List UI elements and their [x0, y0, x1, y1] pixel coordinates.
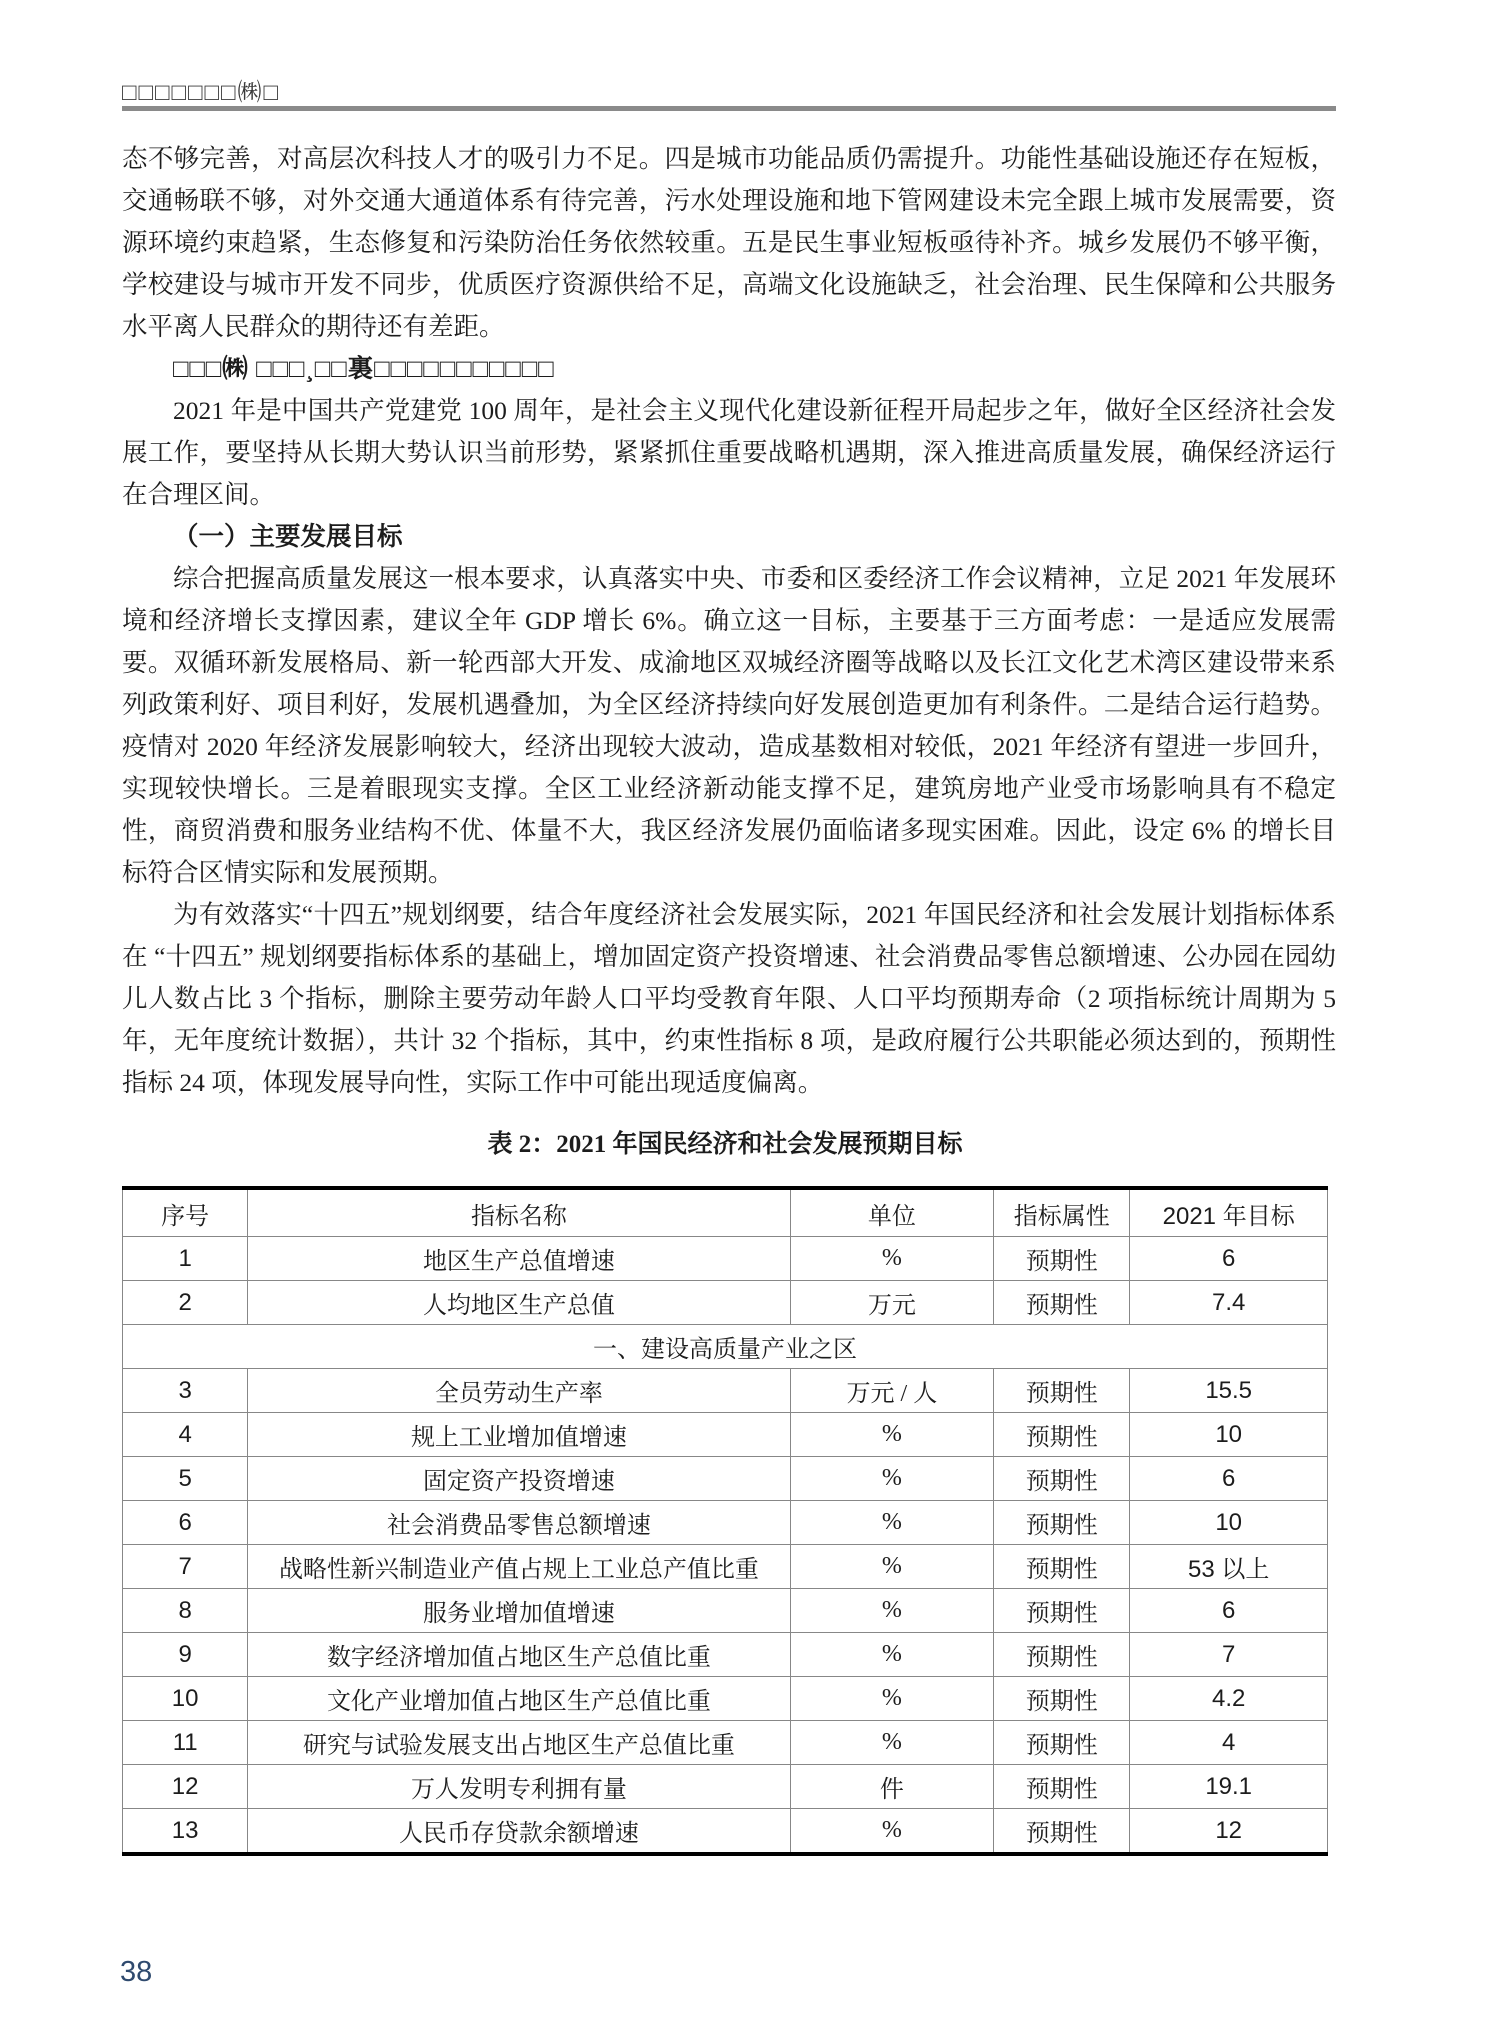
cell-no: 8 — [123, 1589, 248, 1633]
cell-unit: % — [790, 1721, 994, 1765]
col-header-unit: 单位 — [790, 1188, 994, 1237]
cell-unit: % — [790, 1545, 994, 1589]
document-body — [122, 138, 1336, 1104]
cell-target: 15.5 — [1130, 1369, 1328, 1413]
col-header-name: 指标名称 — [248, 1188, 790, 1237]
table-row — [123, 1721, 1328, 1765]
cell-no: 3 — [123, 1369, 248, 1413]
cell-no: 4 — [123, 1413, 248, 1457]
table-row — [123, 1633, 1328, 1677]
cell-unit: % — [790, 1809, 994, 1855]
cell-unit: % — [790, 1501, 994, 1545]
cell-no: 10 — [123, 1677, 248, 1721]
cell-target: 19.1 — [1130, 1765, 1328, 1809]
cell-name: 万人发明专利拥有量 — [248, 1765, 790, 1809]
cell-unit: 万元 / 人 — [790, 1369, 994, 1413]
paragraph-1: 态不够完善，对高层次科技人才的吸引力不足。四是城市功能品质仍需提升。功能性基础设施还存在短板，交通畅联不够，对外交通大通道体系有待完善，污水处理设施和地下管网建设未完全跟上城市发展需要，资源环境约束趋紧，生态修复和污染防治任务依然较重。五是民生事业短板亟待补齐。城乡发展仍不够平衡，学校建设与城市开发不同步，优质医疗资源供给不足，高端文化设施缺乏，社会治理、民生保障和公共服务水平离人民群众的期待还有差距。 — [122, 144, 1336, 341]
targets-table — [122, 1186, 1328, 1856]
cell-attr: 预期性 — [994, 1633, 1130, 1677]
cell-target: 7.4 — [1130, 1281, 1328, 1325]
cell-attr: 预期性 — [994, 1809, 1130, 1855]
cell-no: 2 — [123, 1281, 248, 1325]
table-row — [123, 1589, 1328, 1633]
cell-name: 固定资产投资增速 — [248, 1457, 790, 1501]
cell-name: 地区生产总值增速 — [248, 1237, 790, 1281]
subsection-heading: （一）主要发展目标 — [173, 522, 403, 551]
table-row — [123, 1281, 1328, 1325]
cell-name: 规上工业增加值增速 — [248, 1413, 790, 1457]
paragraph-2: 2021 年是中国共产党建党 100 周年，是社会主义现代化建设新征程开局起步之年，做好全区经济社会发展工作，要坚持从长期大势认识当前形势，紧紧抓住重要战略机遇期，深入推进高质量发展，确保经济运行在合理区间。 — [122, 396, 1336, 509]
cell-unit: 件 — [790, 1765, 994, 1809]
cell-name: 社会消费品零售总额增速 — [248, 1501, 790, 1545]
table-row — [123, 1677, 1328, 1721]
cell-no: 6 — [123, 1501, 248, 1545]
cell-attr: 预期性 — [994, 1589, 1130, 1633]
col-header-no: 序号 — [123, 1188, 248, 1237]
cell-unit: % — [790, 1457, 994, 1501]
table-row — [123, 1413, 1328, 1457]
cell-no: 5 — [123, 1457, 248, 1501]
cell-target: 6 — [1130, 1457, 1328, 1501]
cell-no: 7 — [123, 1545, 248, 1589]
cell-target: 10 — [1130, 1413, 1328, 1457]
cell-name: 文化产业增加值占地区生产总值比重 — [248, 1677, 790, 1721]
cell-target: 10 — [1130, 1501, 1328, 1545]
cell-name: 战略性新兴制造业产值占规上工业总产值比重 — [248, 1545, 790, 1589]
cell-attr: 预期性 — [994, 1281, 1130, 1325]
cell-attr: 预期性 — [994, 1237, 1130, 1281]
cell-target: 4 — [1130, 1721, 1328, 1765]
cell-target: 7 — [1130, 1633, 1328, 1677]
page-header-text: □□□□□□□㈱□ — [122, 80, 280, 106]
cell-name: 人均地区生产总值 — [248, 1281, 790, 1325]
cell-target: 53 以上 — [1130, 1545, 1328, 1589]
cell-unit: % — [790, 1413, 994, 1457]
table-title: 表 2：2021 年国民经济和社会发展预期目标 — [487, 1131, 963, 1158]
cell-unit: 万元 — [790, 1281, 994, 1325]
cell-unit: % — [790, 1633, 994, 1677]
cell-attr: 预期性 — [994, 1765, 1130, 1809]
cell-name: 全员劳动生产率 — [248, 1369, 790, 1413]
table-section-label: 一、建设高质量产业之区 — [123, 1325, 1328, 1369]
cell-unit: % — [790, 1589, 994, 1633]
table-section — [122, 1124, 1328, 1856]
cell-target: 4.2 — [1130, 1677, 1328, 1721]
table-row — [123, 1545, 1328, 1589]
col-header-attr: 指标属性 — [994, 1188, 1130, 1237]
cell-no: 11 — [123, 1721, 248, 1765]
cell-attr: 预期性 — [994, 1369, 1130, 1413]
cell-no: 9 — [123, 1633, 248, 1677]
cell-name: 研究与试验发展支出占地区生产总值比重 — [248, 1721, 790, 1765]
table-row — [123, 1457, 1328, 1501]
cell-no: 12 — [123, 1765, 248, 1809]
section-heading-garbled: □□□㈱ □□□¸□□裏□□□□□□□□□□□ — [173, 354, 555, 383]
paragraph-3: 综合把握高质量发展这一根本要求，认真落实中央、市委和区委经济工作会议精神，立足 2021 年发展环境和经济增长支撑因素，建议全年 GDP 增长 6%。确立这一目标，主要基于三方面考虑：一是适应发展需要。双循环新发展格局、新一轮西部大开发、成渝地区双城经济圈等战略以及长江文化艺术湾区建设带来系列政策利好、项目利好，发展机遇叠加，为全区经济持续向好发展创造更加有利条件。二是结合运行趋势。疫情对 2020 年经济发展影响较大，经济出现较大波动，造成基数相对较低，2021 年经济有望进一步回升，实现较快增长。三是着眼现实支撑。全区工业经济新动能支撑不足，建筑房地产业受市场影响具有不稳定性，商贸消费和服务业结构不优、体量不大，我区经济发展仍面临诸多现实困难。因此，设定 6% 的增长目标符合区情实际和发展预期。 — [122, 564, 1336, 887]
paragraph-4: 为有效落实“十四五”规划纲要，结合年度经济社会发展实际，2021 年国民经济和社会发展计划指标体系在 “十四五” 规划纲要指标体系的基础上，增加固定资产投资增速、社会消费品零售总额增速、公办园在园幼儿人数占比 3 个指标，删除主要劳动年龄人口平均受教育年限、人口平均预期寿命（2 项指标统计周期为 5 年，无年度统计数据），共计 32 个指标，其中，约束性指标 8 项，是政府履行公共职能必须达到的，预期性指标 24 项，体现发展导向性，实际工作中可能出现适度偏离。 — [122, 900, 1336, 1097]
page-number: 38 — [120, 1956, 153, 1988]
table-row — [123, 1369, 1328, 1413]
table-row — [123, 1809, 1328, 1855]
cell-attr: 预期性 — [994, 1413, 1130, 1457]
cell-attr: 预期性 — [994, 1721, 1130, 1765]
cell-target: 6 — [1130, 1589, 1328, 1633]
cell-attr: 预期性 — [994, 1545, 1130, 1589]
cell-name: 服务业增加值增速 — [248, 1589, 790, 1633]
header-divider — [122, 106, 1336, 111]
cell-attr: 预期性 — [994, 1501, 1130, 1545]
table-header-row — [123, 1188, 1328, 1237]
table-section-row — [123, 1325, 1328, 1369]
cell-name: 数字经济增加值占地区生产总值比重 — [248, 1633, 790, 1677]
col-header-target: 2021 年目标 — [1130, 1188, 1328, 1237]
cell-attr: 预期性 — [994, 1677, 1130, 1721]
table-row — [123, 1237, 1328, 1281]
cell-no: 13 — [123, 1809, 248, 1855]
table-row — [123, 1501, 1328, 1545]
cell-attr: 预期性 — [994, 1457, 1130, 1501]
table-row — [123, 1765, 1328, 1809]
cell-target: 12 — [1130, 1809, 1328, 1855]
cell-unit: % — [790, 1237, 994, 1281]
cell-unit: % — [790, 1677, 994, 1721]
table-body — [123, 1237, 1328, 1855]
cell-no: 1 — [123, 1237, 248, 1281]
cell-name: 人民币存贷款余额增速 — [248, 1809, 790, 1855]
cell-target: 6 — [1130, 1237, 1328, 1281]
